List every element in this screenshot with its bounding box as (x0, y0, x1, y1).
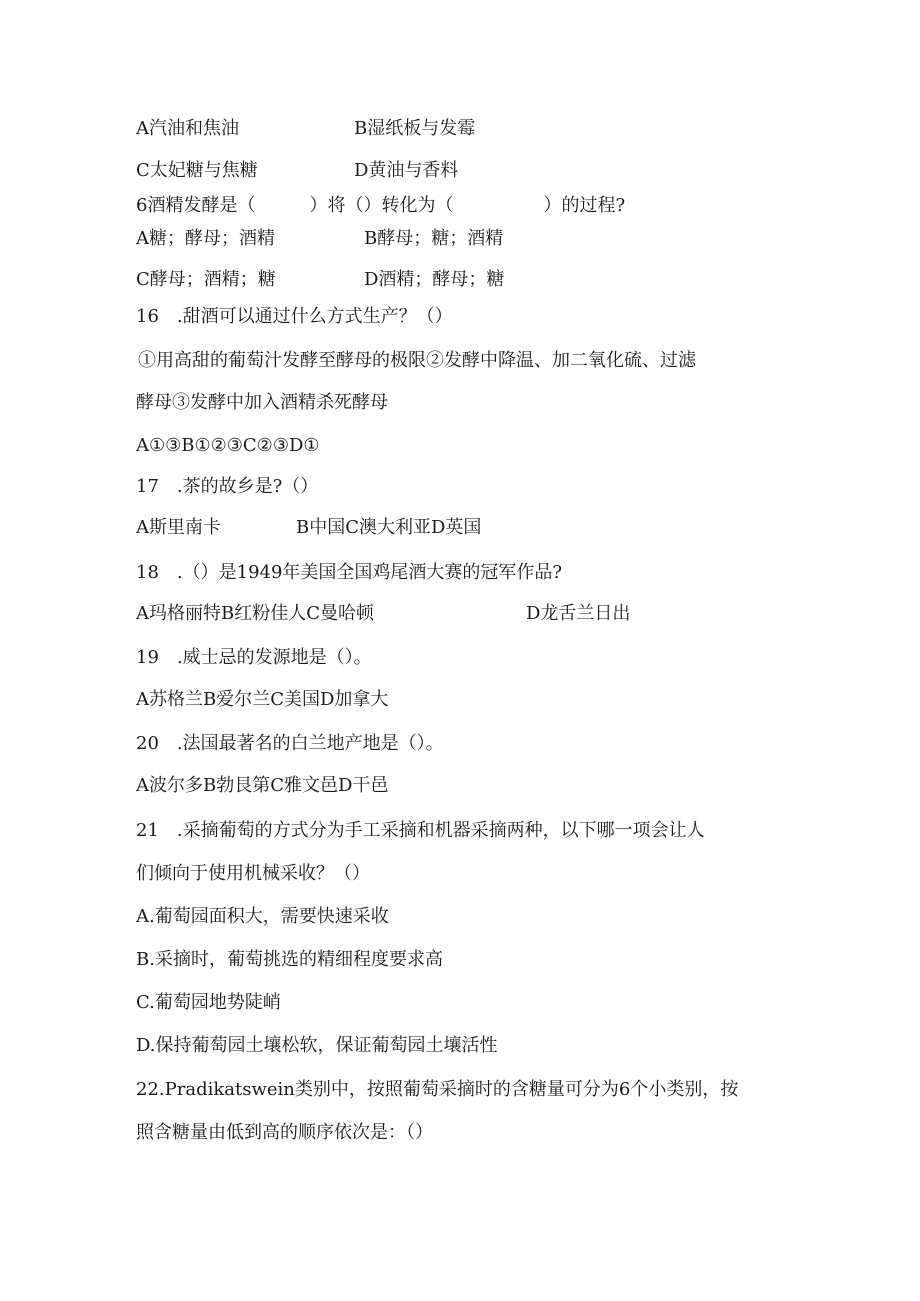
q17-option-bcd: B中国C澳大利亚D英国 (296, 517, 482, 538)
q16-options: A①③B①②③C②③D① (136, 435, 320, 456)
q6-option-a: A糖；酵母；酒精 (136, 228, 275, 249)
q17-stem: 17 .茶的故乡是?（） (136, 476, 319, 497)
q20-stem: 20 .法国最著名的白兰地产地是（）。 (136, 733, 444, 754)
q6-option-b: B酵母；糖；酒精 (364, 228, 504, 249)
q17-option-a: A斯里南卡 (136, 517, 221, 538)
q20-options: A波尔多B勃艮第C雅文邑D干邑 (136, 775, 389, 796)
q6-option-c: C酵母；酒精；糖 (136, 269, 276, 290)
q5-option-a: A汽油和焦油 (136, 118, 239, 139)
q5-option-c: C太妃糖与焦糖 (136, 160, 258, 181)
q5-option-b: B湿纸板与发霉 (354, 118, 476, 139)
q19-options: A苏格兰B爱尔兰C美国D加拿大 (136, 689, 389, 710)
q21-option-c: C.葡萄园地势陡峭 (136, 992, 281, 1013)
q18-option-d: D龙舌兰日出 (526, 603, 631, 624)
q19-stem: 19 .威士忌的发源地是（）。 (136, 647, 372, 668)
q21-stem-line-1: 21 .采摘葡萄的方式分为手工采摘和机器采摘两种，以下哪一项会让人 (136, 820, 705, 841)
q21-option-b: B.采摘时，葡萄挑选的精细程度要求高 (136, 949, 443, 970)
q21-stem-line-2: 们倾向于使用机械采收？（） (136, 863, 370, 884)
q18-stem: 18 .（）是1949年美国全国鸡尾酒大赛的冠军作品? (136, 562, 563, 583)
q5-option-d: D黄油与香料 (354, 160, 459, 181)
q18-option-abc: A玛格丽特B红粉佳人C曼哈顿 (136, 603, 374, 624)
q21-option-d: D.保持葡萄园土壤松软，保证葡萄园土壤活性 (136, 1035, 498, 1056)
q16-body-line-1: ①用高甜的葡萄汁发酵至酵母的极限②发酵中降温、加二氧化硫、过滤 (138, 350, 696, 371)
q22-stem-line-2: 照含糖量由低到高的顺序依次是：（） (136, 1122, 433, 1143)
q16-body-line-2: 酵母③发酵中加入酒精杀死酵母 (136, 392, 388, 413)
q21-option-a: A.葡萄园面积大，需要快速采收 (136, 906, 389, 927)
q22-stem-line-1: 22.Pradikatswein类别中，按照葡萄采摘时的含糖量可分为6个小类别，按 (136, 1079, 739, 1100)
q16-stem: 16 .甜酒可以通过什么方式生产？（） (136, 306, 453, 327)
q6-stem: 6酒精发酵是（ ）将（）转化为（ ）的过程? (136, 195, 626, 216)
q6-option-d: D酒精；酵母；糖 (364, 269, 505, 290)
